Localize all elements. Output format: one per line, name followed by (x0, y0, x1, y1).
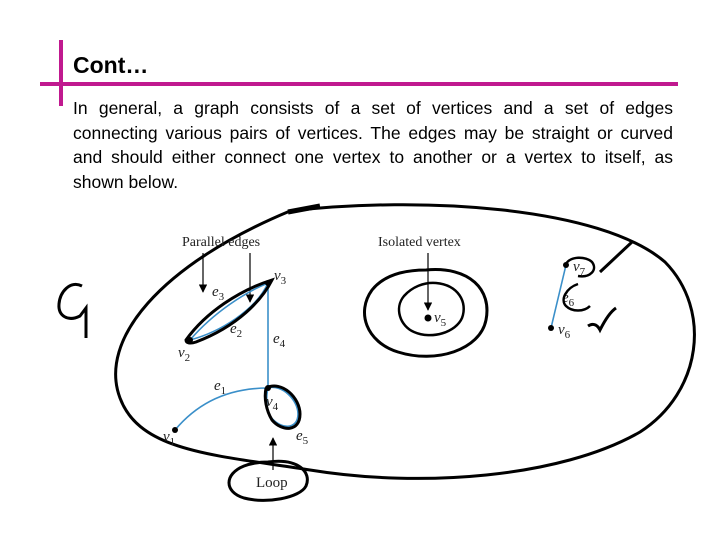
vertex-label-v2: $v_2$ (178, 345, 191, 364)
slide-title: Cont… (73, 52, 149, 78)
vertex-label-v7: $v_7$ (573, 259, 586, 278)
vertex-label-v6: $v_6$ (558, 322, 571, 341)
edge-label-e1: $e_1$ (214, 378, 227, 397)
vertex-label-v5: $v_5$ (434, 310, 447, 329)
edge-label-e3: $e_3$ (212, 284, 225, 303)
edge-label-e4: $e_4$ (273, 331, 286, 350)
vertex-label-v4: $v_4$ (266, 394, 279, 413)
handwritten-parallel-edges-outline (186, 280, 272, 343)
vertex-label-v1: $v_1$ (163, 429, 176, 448)
vertex-v2 (187, 337, 193, 343)
vertex-v1 (172, 427, 178, 433)
handwritten-g (59, 284, 86, 338)
vertex-v6 (548, 325, 554, 331)
handwritten-isolated-circle-inner (399, 283, 464, 335)
vertex-v4 (265, 385, 271, 391)
edge-e3 (190, 283, 268, 340)
isolated-vertex-label: Isolated vertex (378, 235, 461, 250)
parallel-edges-label: Parallel edges (182, 235, 261, 250)
loop-label: Loop (256, 475, 288, 491)
vertex-v3 (265, 280, 271, 286)
vertex-label-v3: $v_3$ (274, 268, 287, 287)
edge-e2 (190, 283, 268, 340)
vertex-v5 (425, 315, 432, 322)
handwritten-v7-check (600, 242, 632, 272)
edge-label-e5: $e_5$ (296, 428, 309, 447)
handwritten-stroke-top (288, 206, 320, 212)
edge-label-e6: $e_6$ (562, 290, 575, 309)
slide-body-text: In general, a graph consists of a set of vertices and a set of edges connecting various pairs of vertices. The edges may be straight or curved and should either connect one vertex to another or a vertex to itself, as shown below. (73, 98, 673, 192)
handwritten-v6-check (588, 308, 616, 330)
edge-label-e2: $e_2$ (230, 321, 243, 340)
